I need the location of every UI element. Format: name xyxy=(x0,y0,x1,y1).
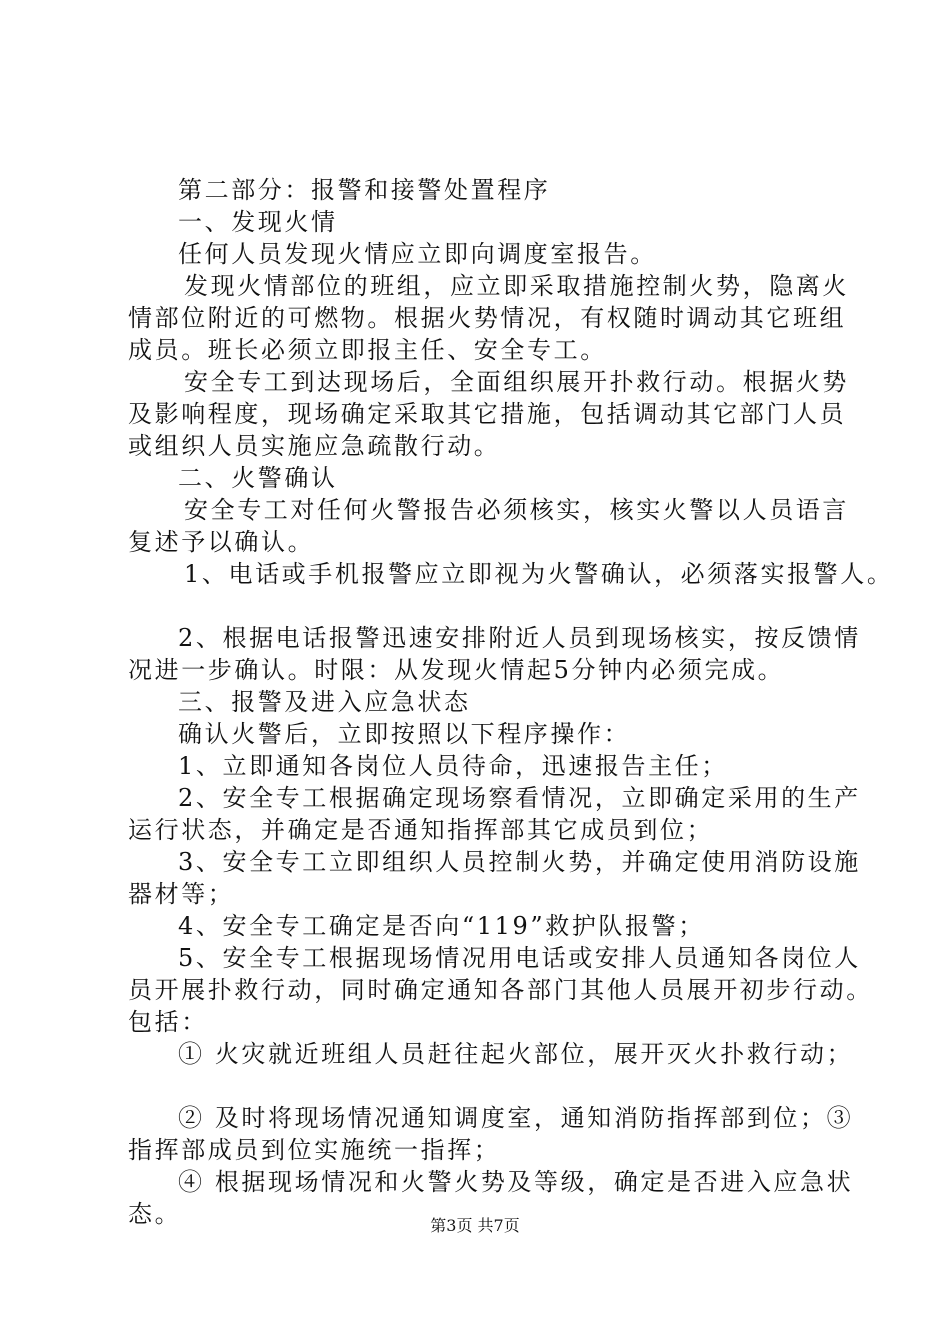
list-item: 1、电话或手机报警应立即视为火警确认，必须落实报警人。 xyxy=(184,560,894,588)
paragraph-line: 成员。班长必须立即报主任、安全专工。 xyxy=(128,336,607,364)
paragraph-line: 器材等； xyxy=(128,880,235,908)
paragraph-line: 或组织人员实施应急疏散行动。 xyxy=(128,432,501,460)
paragraph-line: 指挥部成员到位实施统一指挥； xyxy=(128,1136,501,1164)
subsection-heading: 一、发现火情 xyxy=(178,208,338,236)
list-item: 4、安全专工确定是否向“119”救护队报警； xyxy=(178,912,705,940)
subsection-heading: 三、报警及进入应急状态 xyxy=(178,688,471,716)
paragraph-line: 情部位附近的可燃物。根据火势情况，有权随时调动其它班组 xyxy=(128,304,847,332)
paragraph-line: 复述予以确认。 xyxy=(128,528,315,556)
section-heading: 第二部分：报警和接警处置程序 xyxy=(178,176,551,204)
blank-line xyxy=(128,1070,850,1102)
document-body xyxy=(128,174,894,1230)
list-item: ② 及时将现场情况通知调度室，通知消防指挥部到位；③ xyxy=(178,1104,854,1132)
paragraph-line: 运行状态，并确定是否通知指挥部其它成员到位； xyxy=(128,816,714,844)
list-item: ① 火灾就近班组人员赶往起火部位，展开灭火扑救行动； xyxy=(178,1040,854,1068)
paragraph-line: 包括： xyxy=(128,1008,208,1036)
paragraph-line: 任何人员发现火情应立即向调度室报告。 xyxy=(178,240,657,268)
list-item: 2、根据电话报警迅速安排附近人员到现场核实，按反馈情 xyxy=(178,624,861,652)
list-item: 1、立即通知各岗位人员待命，迅速报告主任； xyxy=(178,752,728,780)
paragraph-line: 况进一步确认。时限：从发现火情起5分钟内必须完成。 xyxy=(128,656,785,684)
list-item: 2、安全专工根据确定现场察看情况，立即确定采用的生产 xyxy=(178,784,861,812)
list-item: ④ 根据现场情况和火警火势及等级，确定是否进入应急状 xyxy=(178,1168,854,1196)
paragraph-line: 安全专工到达现场后，全面组织展开扑救行动。根据火势 xyxy=(184,368,849,396)
paragraph-line: 及影响程度，现场确定采取其它措施，包括调动其它部门人员 xyxy=(128,400,847,428)
blank-line xyxy=(128,590,850,622)
subsection-heading: 二、火警确认 xyxy=(178,464,338,492)
paragraph-line: 确认火警后，立即按照以下程序操作： xyxy=(178,720,631,748)
paragraph-line: 员开展扑救行动，同时确定通知各部门其他人员展开初步行动。 xyxy=(128,976,873,1004)
paragraph-line: 发现火情部位的班组，应立即采取措施控制火势，隐离火 xyxy=(184,272,849,300)
page-number: 第3页 共7页 xyxy=(430,1216,520,1235)
paragraph-line: 态。 xyxy=(128,1200,182,1228)
list-item: 3、安全专工立即组织人员控制火势，并确定使用消防设施 xyxy=(178,848,861,876)
paragraph-line: 安全专工对任何火警报告必须核实，核实火警以人员语言 xyxy=(184,496,849,524)
list-item: 5、安全专工根据现场情况用电话或安排人员通知各岗位人 xyxy=(178,944,861,972)
